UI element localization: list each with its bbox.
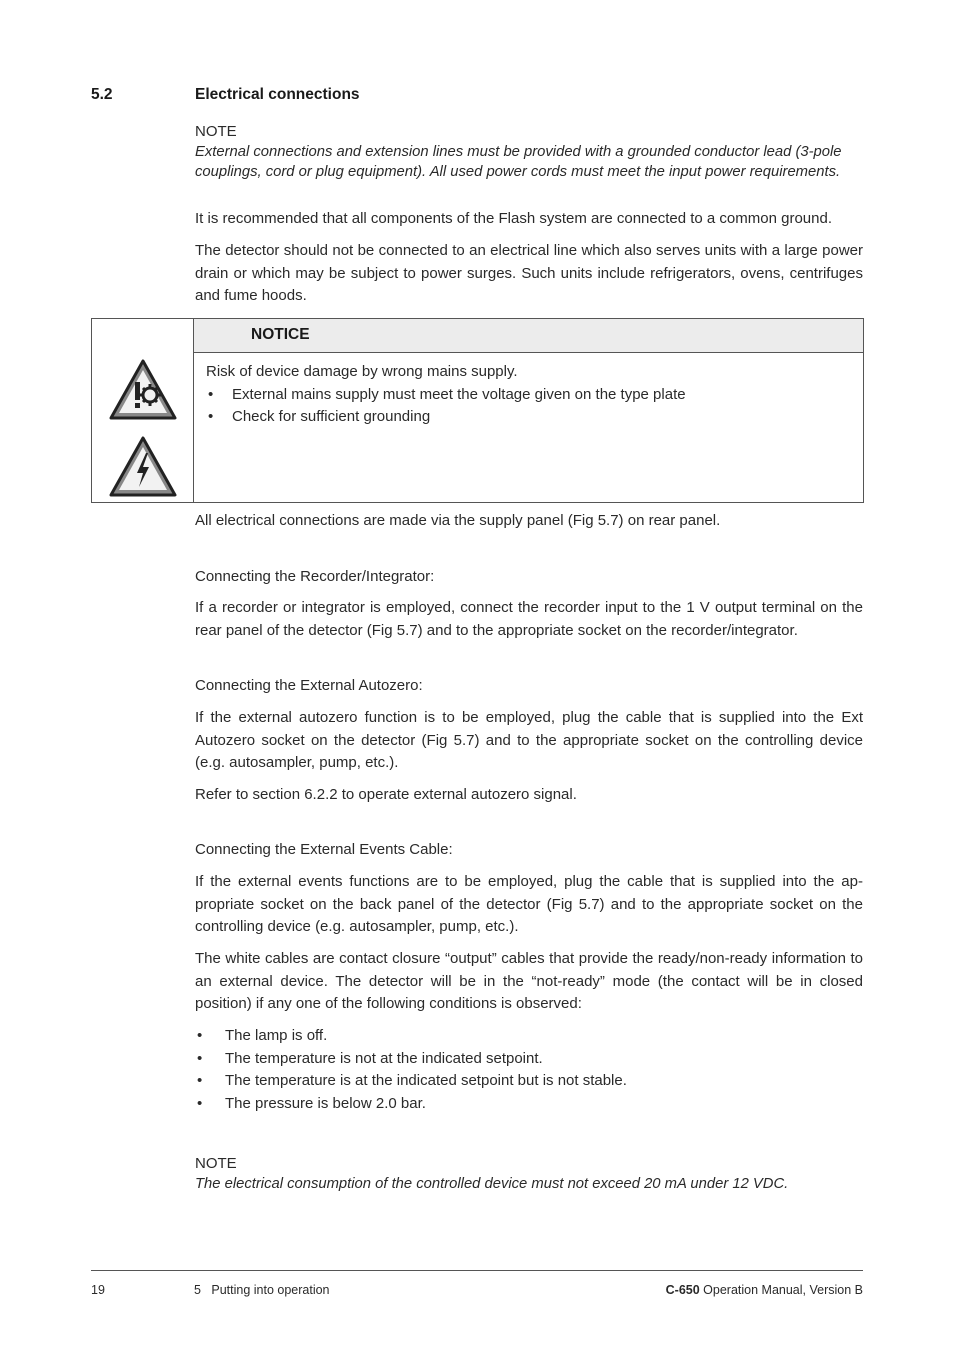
list-item-text: The temperature is at the indicated setpoint but is not stable. xyxy=(225,1072,627,1089)
notice-icon-column xyxy=(92,319,194,502)
footer-manual xyxy=(666,1283,863,1297)
general-warning-icon xyxy=(108,358,178,422)
section-title: Electrical connections xyxy=(195,86,360,103)
section-number: 5.2 xyxy=(91,86,113,103)
note-text: External connections and extension lines must be provided with a grounded conductor lead (3-pole couplings, cord or plug equipment). All used power cords must meet the input power requirements. xyxy=(195,144,842,180)
conditions-list xyxy=(195,1025,863,1115)
events-paragraph: If the external events functions are to be employed, plug the cable that is supplied into the appropriate socket on the back panel of the detector (Fig 5.7) and to the appropriate socket on the controlling device (e.g. autosampler, pump, etc.). xyxy=(195,873,863,935)
list-item: • The temperature is at the indicated setpoint but is not stable. xyxy=(197,1072,627,1089)
notice-bullet-text: Check for sufficient grounding xyxy=(232,408,431,425)
notice-heading: NOTICE xyxy=(251,326,310,343)
note-label: NOTE xyxy=(195,123,237,140)
footer-manual-title: Operation Manual, Version B xyxy=(699,1283,863,1297)
recorder-heading: Connecting the Recorder/Integrator: xyxy=(195,568,435,585)
page-number: 19 xyxy=(91,1283,105,1297)
notice-header xyxy=(194,319,863,353)
list-item: • The lamp is off. xyxy=(197,1027,328,1044)
autozero-paragraph: If the external autozero function is to be employed, plug the cable that is supplied into the Ext Autozero socket on the detector (Fig 5.7) and to the appropriate socket on the controlling device (e.g. autosampler, pump, etc.). xyxy=(195,709,863,771)
paragraph-ground: It is recommended that all components of the Flash system are connected to a common ground. xyxy=(195,210,832,227)
notice-bullet-text: External mains supply must meet the voltage given on the type plate xyxy=(232,385,686,403)
note-label: NOTE xyxy=(195,1155,237,1172)
note-block-2 xyxy=(195,1154,863,1194)
footer-model: C-650 xyxy=(665,1283,700,1297)
list-item-text: The lamp is off. xyxy=(225,1027,328,1044)
note-block xyxy=(195,122,863,182)
autozero-refer: Refer to section 6.2.2 to operate external autozero signal. xyxy=(195,786,577,803)
paragraph-detector: The detector should not be connected to an electrical line which also serves units with a large power drain or which may be subject to power surges. Such units include refrigerators, ovens, centrifuges and fume hoods. xyxy=(195,242,863,304)
notice-body xyxy=(206,361,851,429)
footer-divider xyxy=(91,1270,863,1271)
recorder-paragraph: If a recorder or integrator is employed, connect the recorder input to the 1 V output terminal on the rear panel of the detector (Fig 5.7) and to the appropriate socket on the recorder/integrator. xyxy=(195,599,863,639)
events-heading: Connecting the External Events Cable: xyxy=(195,841,453,858)
list-item: • The temperature is not at the indicated setpoint. xyxy=(197,1049,543,1067)
paragraph-supply: All electrical connections are made via the supply panel (Fig 5.7) on rear panel. xyxy=(195,512,721,529)
notice-bullet: • External mains supply must meet the voltage given on the type plate xyxy=(208,385,686,403)
autozero-heading: Connecting the External Autozero: xyxy=(195,677,423,694)
list-item-text: The pressure is below 2.0 bar. xyxy=(225,1094,426,1112)
notice-intro: Risk of device damage by wrong mains supply. xyxy=(206,363,518,380)
notice-box xyxy=(91,318,864,503)
list-item-text: The temperature is not at the indicated setpoint. xyxy=(225,1049,543,1067)
list-item: • The pressure is below 2.0 bar. xyxy=(197,1094,426,1112)
footer-chapter: 5 Putting into operation xyxy=(194,1283,330,1297)
notice-bullet: • Check for sufficient grounding xyxy=(208,408,431,425)
electrical-hazard-icon xyxy=(108,435,178,499)
white-cables-paragraph: The white cables are contact closure “output” cables that provide the ready/non-ready information to an external device. The detector will be in the “not-ready” mode (the contact will be in closed position) if any one of the following conditions is observed: xyxy=(195,950,863,1012)
note-text: The electrical consumption of the controlled device must not exceed 20 mA under 12 VDC. xyxy=(195,1176,789,1192)
